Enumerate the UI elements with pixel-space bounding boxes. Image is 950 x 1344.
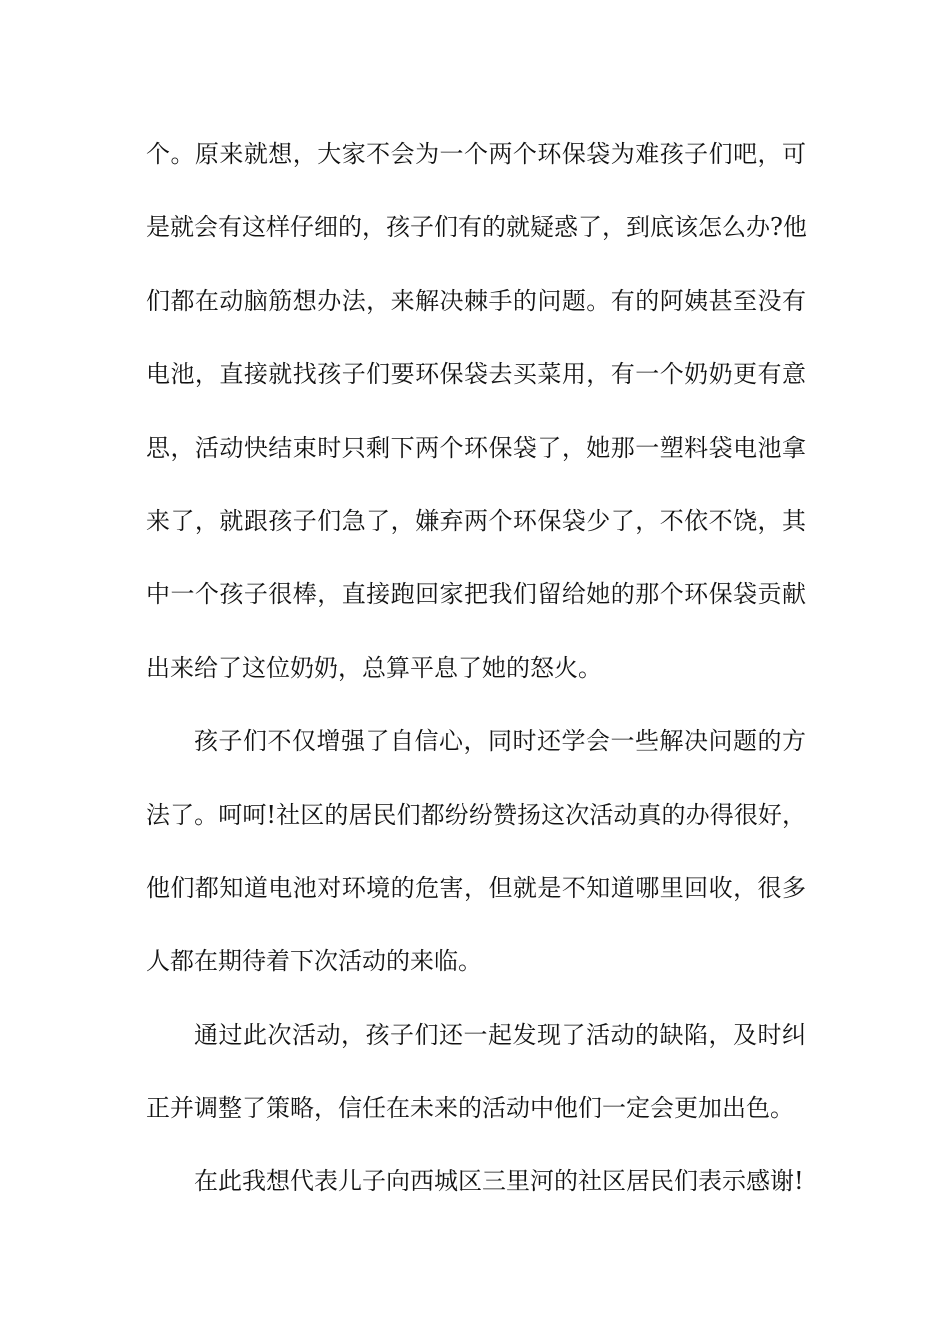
text-line: 法了。呵呵!社区的居民们都纷纷赞扬这次活动真的办得很好， — [146, 800, 806, 829]
text-line: 个。原来就想，大家不会为一个两个环保袋为难孩子们吧，可 — [146, 140, 806, 168]
text-line: 人都在期待着下次活动的来临。 — [146, 947, 482, 976]
paragraph-1 — [146, 118, 806, 705]
text-line: 孩子们不仅增强了自信心，同时还学会一些解决问题的方 — [194, 727, 806, 756]
document-body — [146, 118, 806, 1219]
text-line: 们都在动脑筋想办法，来解决棘手的问题。有的阿姨甚至没有 — [146, 286, 806, 315]
text-line: 正并调整了策略，信任在未来的活动中他们一定会更加出色。 — [146, 1094, 794, 1123]
text-line: 他们都知道电池对环境的危害，但就是不知道哪里回收，很多 — [146, 873, 806, 902]
text-line: 在此我想代表儿子向西城区三里河的社区居民们表示感谢! — [194, 1167, 804, 1196]
paragraph-2 — [146, 705, 806, 999]
text-line: 出来给了这位奶奶，总算平息了她的怒火。 — [146, 653, 602, 682]
paragraph-3 — [146, 999, 806, 1146]
text-line: 是就会有这样仔细的，孩子们有的就疑惑了，到底该怎么办?他 — [146, 213, 807, 242]
text-line: 来了，就跟孩子们急了，嫌弃两个环保袋少了，不依不饶，其 — [146, 506, 806, 535]
text-line: 中一个孩子很棒，直接跑回家把我们留给她的那个环保袋贡献 — [146, 580, 806, 609]
text-line: 通过此次活动，孩子们还一起发现了活动的缺陷，及时纠 — [194, 1020, 806, 1049]
text-line: 电池，直接就找孩子们要环保袋去买菜用，有一个奶奶更有意 — [146, 360, 806, 389]
paragraph-4 — [146, 1145, 806, 1218]
text-line: 思，活动快结束时只剩下两个环保袋了，她那一塑料袋电池拿 — [146, 433, 806, 462]
